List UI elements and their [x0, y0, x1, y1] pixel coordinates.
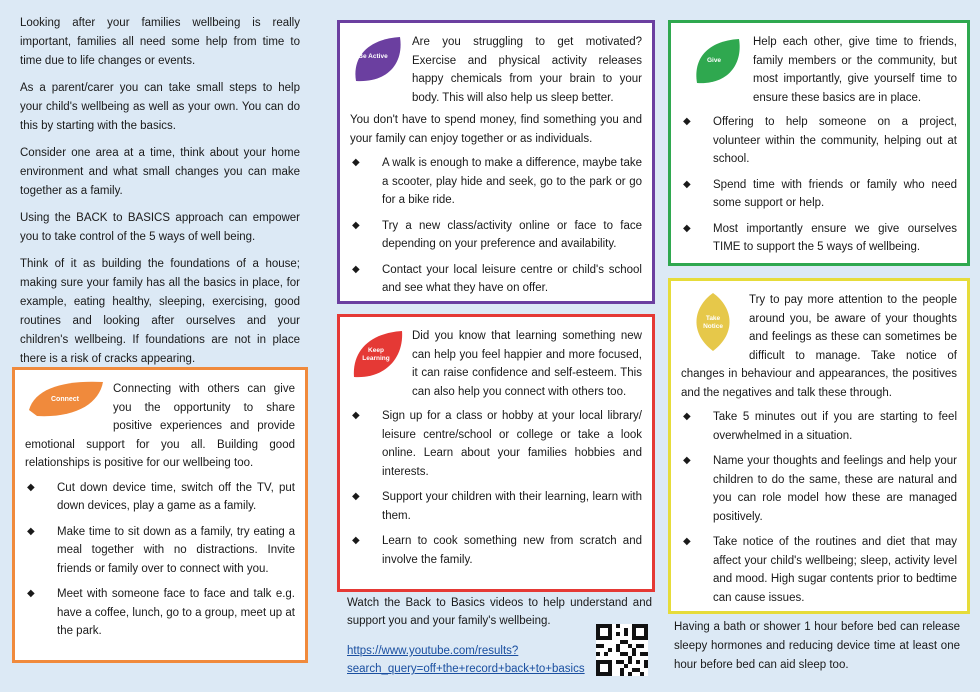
list-item: ◆ Make time to sit down as a family, try eating a meal together with no distractions. Invite friends or family over to connect with you.	[25, 523, 295, 579]
be-active-badge-label: Be Active	[358, 53, 388, 60]
intro-paragraph: Using the BACK to BASICS approach can empower you to take control of the 5 ways of well being.	[20, 212, 300, 243]
connect-badge-label: Connect	[51, 396, 79, 403]
bullet-icon: ◆	[683, 411, 691, 422]
give-intro: Help each other, give time to friends, family members or the community, but most importantly, give yourself time to ensure these basics are in place.	[753, 36, 957, 104]
bullet-icon: ◆	[683, 178, 691, 190]
connect-box	[12, 367, 308, 663]
be-active-intro-2: You don't have to spend money, find something you and your family can enjoy together or as individuals.	[350, 114, 642, 145]
intro-paragraph: Consider one area at a time, think about your home environment and what small changes you can make together as a family.	[20, 147, 300, 197]
list-item: ◆ Sign up for a class or hobby at your local library/ leisure centre/school or college or take a look online. Learn about your families hobbies and interests.	[350, 407, 642, 481]
list-item: ◆ Offering to help someone on a project, volunteer within the community, helping out at school.	[681, 113, 957, 169]
connect-list	[25, 479, 295, 641]
keep-learning-intro: Did you know that learning something new can help you feel happier and more focused, it can raise confidence and self-esteem. This can also help you connect with others too.	[412, 330, 642, 398]
list-item: ◆ Spend time with friends or family who need some support or help.	[681, 176, 957, 213]
take-notice-leaf-icon	[685, 291, 741, 353]
list-item: ◆ Most importantly ensure we give ourselves TIME to support the 5 ways of wellbeing.	[681, 220, 957, 257]
list-item: ◆ A walk is enough to make a difference, maybe take a scooter, play hide and seek, go to the park or go for a bike ride.	[350, 154, 642, 210]
give-badge-label: Give	[706, 57, 722, 64]
bullet-icon: ◆	[683, 222, 691, 234]
intro-paragraph: Looking after your families wellbeing is really important, families all need some help from time to time due to life changes or events.	[20, 17, 300, 67]
bullet-icon: ◆	[352, 263, 360, 275]
list-item: ◆ Take 5 minutes out if you are starting to feel overwhelmed in a situation.	[681, 408, 957, 445]
be-active-leaf-icon	[350, 33, 404, 87]
list-item: ◆ Contact your local leisure centre or child's school and see what they have on offer.	[350, 261, 642, 298]
left-intro	[20, 14, 300, 377]
bullet-icon: ◆	[352, 491, 360, 502]
be-active-intro: Are you struggling to get motivated? Exercise and physical activity releases happy chemicals from your brain to your body. This will also help us sleep better.	[412, 36, 642, 104]
bullet-icon: ◆	[352, 410, 360, 421]
list-item: ◆ Learn to cook something new from scratch and involve the family.	[350, 532, 642, 569]
keep-learning-badge-label: Keep Learning	[362, 347, 390, 362]
give-leaf-icon	[689, 33, 745, 89]
list-item: ◆ Take notice of the routines and diet that may affect your child's wellbeing; sleep, activity level and mood. High sugar contents prior to bedtime can cause issues.	[681, 533, 957, 607]
qr-code-icon	[596, 624, 648, 676]
bullet-icon: ◆	[683, 536, 691, 547]
sleep-note	[674, 618, 960, 683]
videos-link[interactable]: https://www.youtube.com/results? search_query=off+the+record+back+to+basics	[347, 645, 585, 675]
bullet-icon: ◆	[352, 219, 360, 231]
connect-intro: Connecting with others can give you the opportunity to share positive experiences and provide emotional support for you all. Building good relationships is positive for our wellbeing too.	[25, 383, 295, 469]
give-list	[681, 113, 957, 257]
list-item: ◆ Name your thoughts and feelings and help your children to do the same, these are natural and you can role model how these are managed positively.	[681, 452, 957, 526]
be-active-box	[337, 20, 655, 304]
bullet-icon: ◆	[27, 525, 35, 537]
list-item: ◆ Support your children with their learning, learn with them.	[350, 488, 642, 525]
bullet-icon: ◆	[683, 116, 691, 127]
videos-text: Watch the Back to Basics videos to help understand and support you and your family's wellbeing.	[347, 597, 652, 627]
take-notice-list	[681, 408, 957, 607]
bullet-icon: ◆	[352, 535, 360, 546]
take-notice-badge-label: Take Notice	[703, 315, 723, 330]
connect-leaf-icon	[25, 380, 105, 420]
list-item: ◆ Cut down device time, switch off the TV, put down devices, play a game as a family.	[25, 479, 295, 516]
bullet-icon: ◆	[683, 455, 691, 466]
be-active-list	[350, 154, 642, 298]
bullet-icon: ◆	[27, 481, 35, 493]
give-box	[668, 20, 970, 266]
list-item: ◆ Meet with someone face to face and talk e.g. have a coffee, lunch, go to a group, meet up at the park.	[25, 585, 295, 641]
sleep-note-text: Having a bath or shower 1 hour before bed can release sleepy hormones and reducing device time at least one hour before bed can aid sleep too.	[674, 621, 960, 671]
intro-paragraph: As a parent/carer you can take small steps to help your child's wellbeing as well as your own. You can do this by starting with the basics.	[20, 82, 300, 132]
keep-learning-list	[350, 407, 642, 569]
bullet-icon: ◆	[352, 157, 360, 168]
list-item: ◆ Try a new class/activity online or face to face depending on your preference and availability.	[350, 217, 642, 254]
keep-learning-leaf-icon	[350, 327, 404, 381]
bullet-icon: ◆	[27, 588, 35, 599]
take-notice-box	[668, 278, 970, 614]
intro-paragraph: Think of it as building the foundations of a house; making sure your family has all the basics in place, for example, eating healthy, sleeping, exercising, good routines and looking after ourselves and your children's wellbeing. If foundations are not in place there is a risk of cracks appearing.	[20, 258, 300, 365]
keep-learning-box	[337, 314, 655, 592]
take-notice-intro: Try to pay more attention to the people around you, be aware of your thoughts and feelings as these can sometimes be difficult to manage. Take notice of changes in behaviour and appearances, the positives and the negatives and talk these through.	[681, 294, 957, 399]
